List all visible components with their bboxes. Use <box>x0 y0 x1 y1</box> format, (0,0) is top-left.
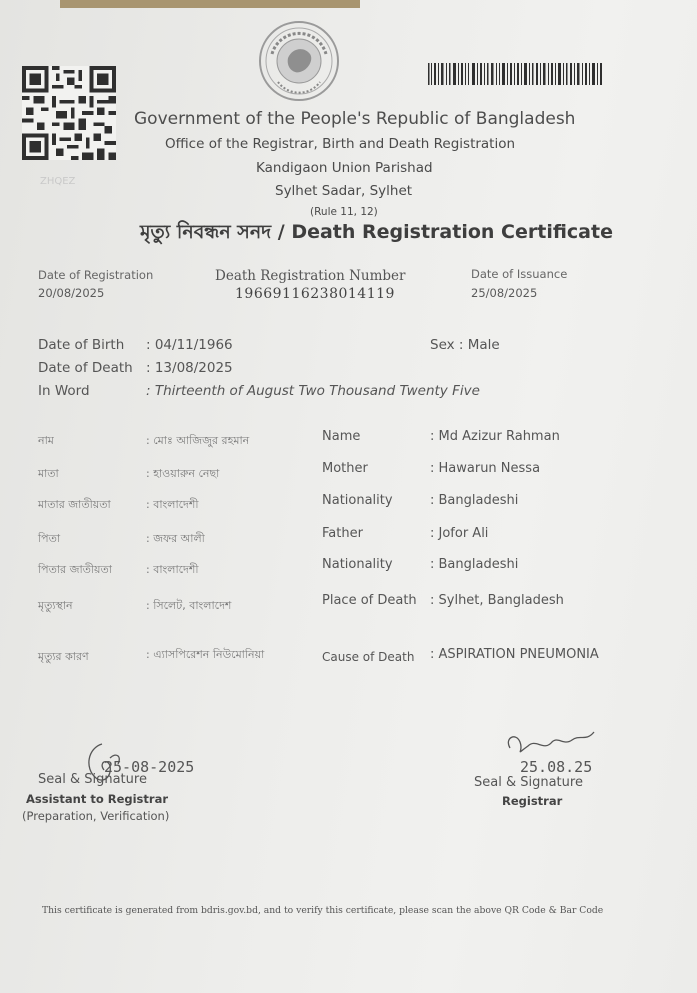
office-heading: Office of the Registrar, Birth and Death Registration <box>165 136 516 152</box>
assistant-registrar-note: (Preparation, Verification) <box>22 809 170 823</box>
government-seal-icon <box>258 20 340 102</box>
mother-value: : Hawarun Nessa <box>430 461 541 476</box>
date-of-death-value: : 13/08/2025 <box>146 360 233 376</box>
certificate-title: মৃত্যু নিবন্ধন সনদ / Death Registration Certificate <box>140 221 613 243</box>
registration-number-label: Death Registration Number <box>215 268 406 284</box>
date-of-registration-label: Date of Registration <box>38 268 154 282</box>
place-of-death-bn-label: মৃত্যুস্থান <box>38 599 73 612</box>
mother-bn-label: মাতা <box>38 467 59 480</box>
cause-of-death-bn-label: মৃত্যুর কারণ <box>38 650 89 663</box>
in-word-label: In Word <box>38 383 90 399</box>
government-heading: Government of the People's Republic of Bangladesh <box>134 109 576 129</box>
mother-label: Mother <box>322 461 368 476</box>
union-name: Kandigaon Union Parishad <box>256 160 433 176</box>
mother-bn-value: : হাওয়ারুন নেছা <box>146 467 220 480</box>
name-value: : Md Azizur Rahman <box>430 429 560 444</box>
registration-number-value: 19669116238014119 <box>235 286 395 302</box>
barcode-icon <box>428 63 602 85</box>
mother-nationality-value: : Bangladeshi <box>430 493 519 508</box>
sex-value: Sex : Male <box>430 337 500 353</box>
date-of-birth-value: : 04/11/1966 <box>146 337 233 353</box>
qr-caption: ZHQEZ <box>40 176 76 187</box>
father-nationality-bn-value: : বাংলাদেশী <box>146 563 199 576</box>
left-signature-date: 25-08-2025 <box>104 758 195 776</box>
cause-of-death-label: Cause of Death <box>322 650 415 664</box>
cause-of-death-value: : ASPIRATION PNEUMONIA <box>430 647 599 662</box>
place-of-death-label: Place of Death <box>322 593 417 608</box>
verification-footer: This certificate is generated from bdris.gov.bd, and to verify this certificate, please scan the above QR Code & Bar Code <box>42 905 604 916</box>
date-of-issuance-value: 25/08/2025 <box>471 286 538 300</box>
in-word-value: : Thirteenth of August Two Thousand Twenty Five <box>146 383 480 399</box>
date-of-death-label: Date of Death <box>38 360 133 376</box>
place-of-death-value: : Sylhet, Bangladesh <box>430 593 564 608</box>
name-label: Name <box>322 429 361 444</box>
registrar-role: Registrar <box>502 794 563 808</box>
mother-nationality-label: Nationality <box>322 493 393 508</box>
mother-nationality-bn-label: মাতার জাতীয়তা <box>38 498 111 511</box>
father-bn-value: : জফর আলী <box>146 532 205 545</box>
qr-code-icon <box>22 66 116 160</box>
date-of-issuance-label: Date of Issuance <box>471 267 568 281</box>
date-of-birth-label: Date of Birth <box>38 337 125 353</box>
left-seal-label: Seal & Signature <box>38 772 147 787</box>
father-nationality-label: Nationality <box>322 557 393 572</box>
father-bn-label: পিতা <box>38 532 61 545</box>
name-bn-label: নাম <box>38 434 54 447</box>
name-bn-value: : মোঃ আজিজুর রহমান <box>146 434 250 447</box>
assistant-registrar-role: Assistant to Registrar <box>26 792 168 806</box>
mother-nationality-bn-value: : বাংলাদেশী <box>146 498 199 511</box>
date-of-registration-value: 20/08/2025 <box>38 286 105 300</box>
location-name: Sylhet Sadar, Sylhet <box>275 183 413 199</box>
father-label: Father <box>322 526 363 541</box>
place-of-death-bn-value: : সিলেট, বাংলাদেশ <box>146 599 232 612</box>
father-value: : Jofor Ali <box>430 526 489 541</box>
rule-reference: (Rule 11, 12) <box>310 206 378 218</box>
cause-of-death-bn-value: : এ্যাসপিরেশন নিউমোনিয়া <box>146 648 265 661</box>
right-signature-date: 25.08.25 <box>520 758 593 776</box>
father-nationality-value: : Bangladeshi <box>430 557 519 572</box>
father-nationality-bn-label: পিতার জাতীয়তা <box>38 563 112 576</box>
right-seal-label: Seal & Signature <box>474 775 583 790</box>
top-edge-strip <box>60 0 360 8</box>
